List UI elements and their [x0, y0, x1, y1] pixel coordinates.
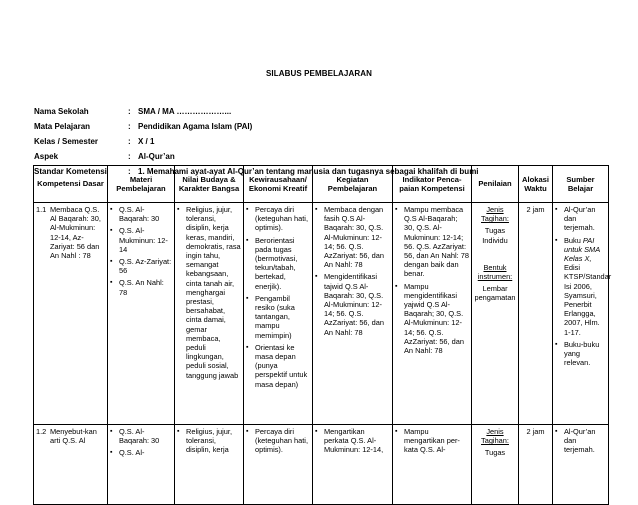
list-item: ▪ Berorientasi pada tugas (bermotivasi, tekun/tabah, bertekad, enerjik). [246, 236, 310, 291]
list-item: ▪ Religius, jujur, toleransi, disiplin, kerja [177, 427, 241, 455]
list-item: ▪ Buku-buku yang relevan. [555, 340, 606, 368]
list-item: ▪ Q.S. Al- [110, 448, 172, 457]
list-item: ▪ Q.S. Al-Baqarah: 30 [110, 205, 172, 223]
header-kompetensi: Kompetensi Dasar [34, 166, 108, 203]
list-item: ▪ Pengambil resiko (suka tantangan, mampu memimpin) [246, 294, 310, 340]
list-item: ▪ Al-Qur’an dan terjemah. [555, 205, 606, 233]
cell-alokasi: 2 jam [519, 425, 553, 505]
list-item: ▪ Mengidentifikasi tajwid Q.S Al-Baqarah: 30, Q.S. Al-Mukminun: 12-14; 56. Q.S. AzZariyat: 56, dan An Nahl: 78 [315, 272, 390, 336]
meta-value: Al-Qur’an [138, 152, 175, 161]
list-item: ▪ Mampu mengidentifikasi yajwid Q.S Al-Baqarah; 30, Q.S. Al-Mukminun: 12-14; 56. Q.S. AzZariyat: 56, dan An Nahl: 78 [395, 282, 469, 356]
meta-key: Mata Pelajaran [34, 122, 91, 131]
header-kegiatan: Kegiatan Pembelajaran [313, 166, 393, 203]
cell-kegiatan [313, 203, 393, 425]
header-nilai: Nilai Budaya & Karakter Bangsa [175, 166, 244, 203]
list-item: ▪ Percaya diri (keteguhan hati, optimis). [246, 427, 310, 455]
meta-colon: : [128, 122, 131, 131]
penilaian-jenis: Jenis Tagihan: [481, 205, 509, 224]
meta-key: Nama Sekolah [34, 107, 89, 116]
penilaian-jenis: Jenis Tagihan: [481, 427, 509, 446]
list-item: ▪ Mampu membaca Q.S Al-Baqarah; 30, Q.S. Al-Mukminun: 12-14; 56. Q.S. AzZariyat: 56, dan An Nahl: 78 dengan baik dan benar. [395, 205, 469, 279]
kd-number: 1.2 [36, 427, 47, 436]
list-item: ▪ Q.S. An Nahl: 78 [110, 278, 172, 296]
list-item: ▪ Q.S. Al-Mukminun: 12-14 [110, 226, 172, 254]
penilaian-jenis-value: Tugas [484, 448, 506, 458]
meta-colon: : [128, 152, 131, 161]
meta-colon: : [128, 167, 131, 176]
cell-kewirausahaan [244, 203, 313, 425]
meta-value: Pendidikan Agama Islam (PAI) [138, 122, 253, 131]
list-item: ▪ Membaca dengan fasih Q.S Al-Baqarah: 30, Q.S. Al-Mukminun: 12-14; 56. Q.S. AzZariyat: 56, dan An Nahl: 78 [315, 205, 390, 269]
list-item: ▪ Mampu mengartikan per-kata Q.S. Al- [395, 427, 469, 455]
cell-penilaian [472, 203, 519, 425]
cell-nilai [175, 203, 244, 425]
penilaian-bentuk-value: Lembar pengamatan [474, 284, 516, 303]
header-kewirausahaan: Kewirausahaan/ Ekonomi Kreatif [244, 166, 313, 203]
header-alokasi: Alokasi Waktu [519, 166, 553, 203]
kd-text: Membaca Q.S. Al Baqarah: 30, Al-Mukminun: 12-14, Az-Zariyat: 56 dan An Nahl : 78 [50, 205, 101, 261]
header-indikator: Indikator Penca-paian Kompetensi [393, 166, 472, 203]
cell-materi [108, 203, 175, 425]
meta-value: SMA / MA ………………... [138, 107, 232, 116]
list-item: ▪ Percaya diri (keteguhan hati, optimis). [246, 205, 310, 233]
list-item: ▪ Q.S. Al-Baqarah: 30 [110, 427, 172, 445]
table-row [34, 203, 609, 425]
cell-sumber [553, 203, 612, 425]
cell-kd [34, 203, 108, 425]
kd-number: 1.1 [36, 205, 47, 214]
meta-colon: : [128, 107, 131, 116]
penilaian-bentuk: Bentuk instrumen: [477, 262, 513, 282]
list-item: ▪ Q.S. Az-Zariyat: 56 [110, 257, 172, 275]
book-title-text: PAI untuk SMA Kelas X, [564, 235, 600, 264]
header-sumber: Sumber Belajar [553, 166, 609, 203]
kd-text: Menyebut-kan arti Q.S. Al [50, 427, 97, 446]
meta-value: X / 1 [138, 137, 155, 146]
syllabus-table [33, 165, 612, 505]
meta-value: 1. Memahami ayat-ayat Al-Qur’an tentang manusia dan tugasnya sebagai khalifah di bumi [138, 167, 479, 176]
penilaian-jenis-value: Tugas Individu [482, 226, 508, 245]
header-row [34, 166, 609, 203]
header-materi: Materi Pembelajaran [108, 166, 175, 203]
meta-key: Kelas / Semester [34, 137, 99, 146]
document-title: SILABUS PEMBELAJARAN [265, 69, 372, 78]
header-penilaian: Penilaian [472, 166, 519, 203]
meta-key: Standar Kometensi [34, 167, 107, 176]
list-item: ▪ Religius, jujur, toleransi, disiplin, kerja keras, mandiri, demokratis, rasa ingin tahu, semangat kebangsaan, cinta tanah air, menghargai prestasi, bersahabat, cinta damai, gemar membaca, peduli lingkungan, peduli sosial, tanggung jawab [177, 205, 241, 380]
meta-colon: : [128, 137, 131, 146]
cell-indikator [393, 203, 472, 425]
meta-key: Aspek [34, 152, 59, 161]
cell-alokasi: 2 jam [519, 203, 553, 425]
list-item: ▪ Mengartikan perkata Q.S. Al-Mukminun: 12-14, [315, 427, 390, 455]
list-item: ▪ Al-Qur’an dan terjemah. [555, 427, 606, 455]
list-item: ▪ Buku PAI untuk SMA Kelas X, Edisi KTSP/Standar Isi 2006, Syamsuri, Penerbit Erlangga, 2007, Hlm. 1-17. [555, 236, 606, 337]
list-item: ▪ Orientasi ke masa depan (punya perspektif untuk masa depan) [246, 343, 310, 389]
